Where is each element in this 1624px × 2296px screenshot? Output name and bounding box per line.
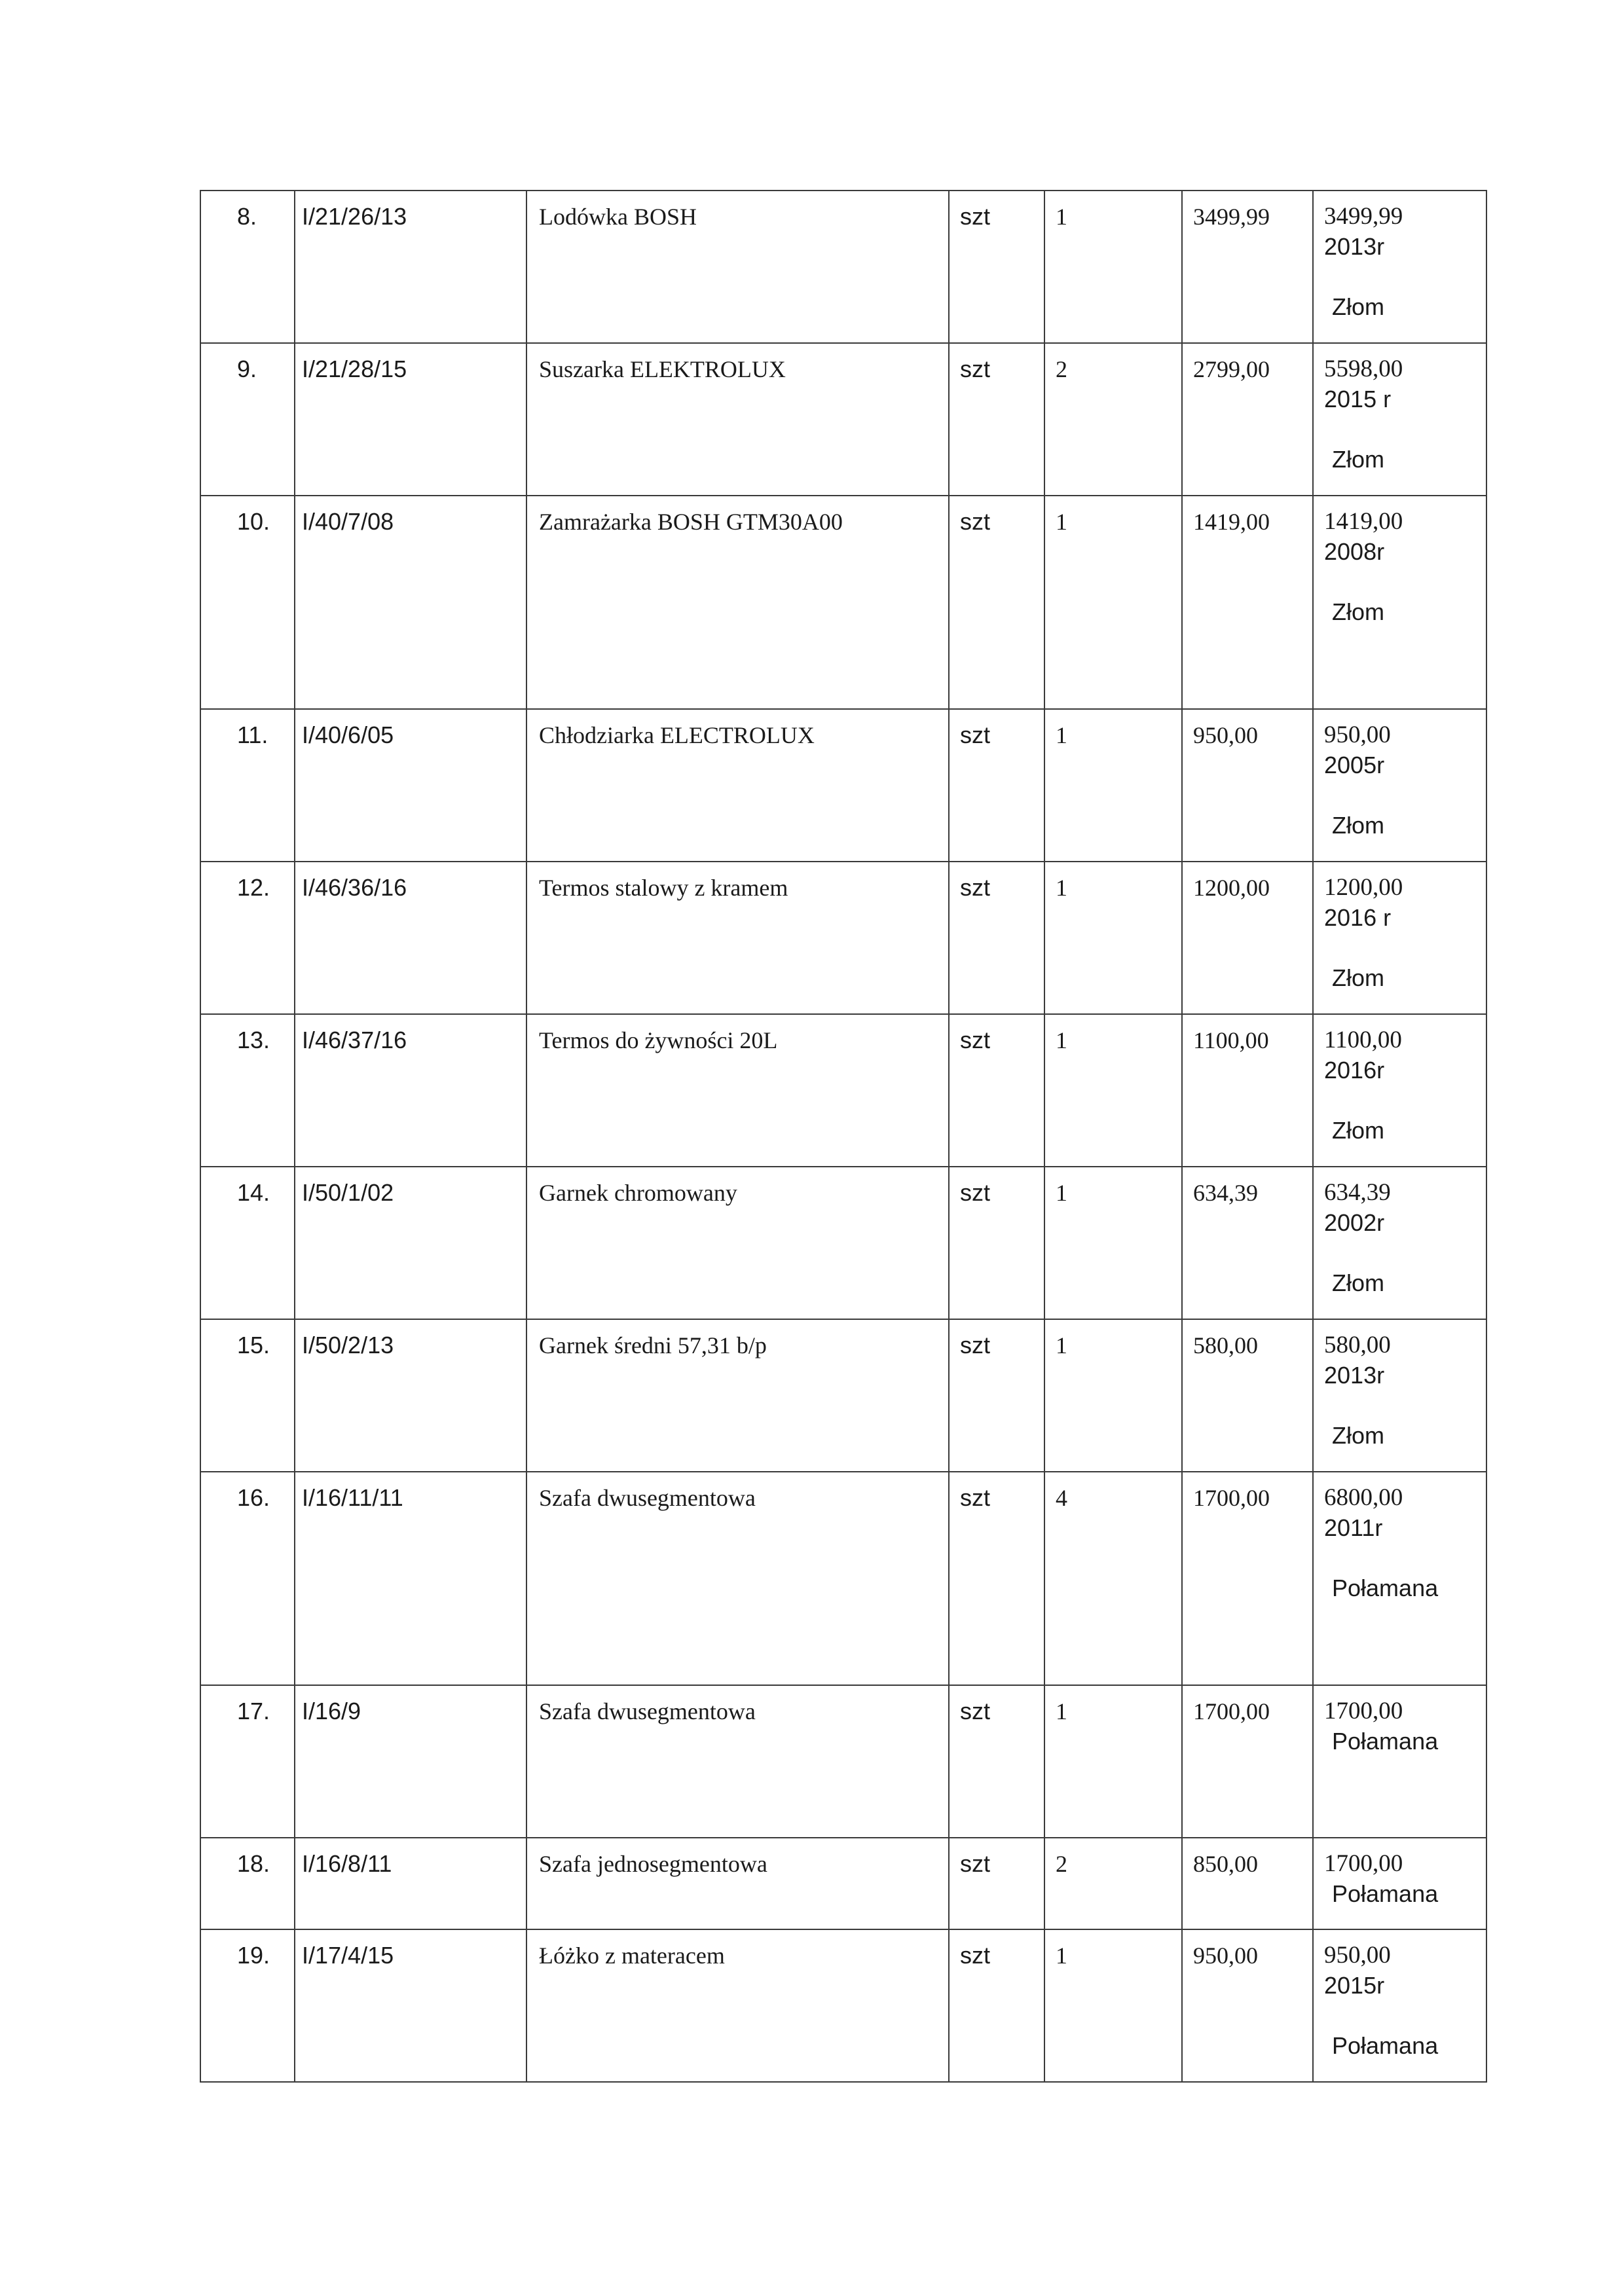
status: Połamana bbox=[1332, 1728, 1439, 1755]
inventory-number: I/50/1/02 bbox=[295, 1167, 526, 1319]
unit-price: 1200,00 bbox=[1182, 862, 1313, 1014]
row-number: 9. bbox=[200, 343, 295, 496]
inventory-number: I/40/6/05 bbox=[295, 709, 526, 862]
item-name: Szafa jednosegmentowa bbox=[526, 1838, 949, 1929]
quantity: 4 bbox=[1044, 1472, 1182, 1685]
quantity: 1 bbox=[1044, 709, 1182, 862]
inventory-number: I/21/26/13 bbox=[295, 191, 526, 343]
item-name: Termos stalowy z kramem bbox=[526, 862, 949, 1014]
inventory-number: I/16/11/11 bbox=[295, 1472, 526, 1685]
status: Złom bbox=[1332, 1117, 1384, 1144]
unit-price: 3499,99 bbox=[1182, 191, 1313, 343]
item-name: Zamrażarka BOSH GTM30A00 bbox=[526, 496, 949, 709]
unit: szt bbox=[949, 1472, 1044, 1685]
item-name: Garnek chromowany bbox=[526, 1167, 949, 1319]
row-number: 10. bbox=[200, 496, 295, 709]
unit: szt bbox=[949, 1685, 1044, 1838]
table-row bbox=[200, 1319, 1486, 1472]
table-row bbox=[200, 496, 1486, 709]
unit: szt bbox=[949, 1319, 1044, 1472]
year: 2013r bbox=[1324, 1362, 1385, 1389]
total-value: 950,00 bbox=[1324, 721, 1391, 748]
total-value: 580,00 bbox=[1324, 1332, 1391, 1358]
unit: szt bbox=[949, 1167, 1044, 1319]
value-remarks bbox=[1313, 1319, 1486, 1472]
quantity: 1 bbox=[1044, 191, 1182, 343]
item-name: Garnek średni 57,31 b/p bbox=[526, 1319, 949, 1472]
inventory-number: I/46/36/16 bbox=[295, 862, 526, 1014]
row-number: 14. bbox=[200, 1167, 295, 1319]
quantity: 1 bbox=[1044, 496, 1182, 709]
year: 2011r bbox=[1324, 1514, 1383, 1541]
table-row bbox=[200, 1167, 1486, 1319]
unit: szt bbox=[949, 191, 1044, 343]
unit: szt bbox=[949, 1838, 1044, 1929]
total-value: 1200,00 bbox=[1324, 874, 1403, 901]
value-remarks bbox=[1313, 709, 1486, 862]
year: 2015r bbox=[1324, 1972, 1385, 1999]
row-number: 16. bbox=[200, 1472, 295, 1685]
quantity: 2 bbox=[1044, 1838, 1182, 1929]
value-remarks bbox=[1313, 1838, 1486, 1929]
quantity: 1 bbox=[1044, 1929, 1182, 2082]
unit-price: 2799,00 bbox=[1182, 343, 1313, 496]
inventory-number: I/46/37/16 bbox=[295, 1014, 526, 1167]
table-row bbox=[200, 343, 1486, 496]
status: Połamana bbox=[1332, 1880, 1439, 1907]
unit-price: 950,00 bbox=[1182, 709, 1313, 862]
unit: szt bbox=[949, 709, 1044, 862]
inventory-number: I/17/4/15 bbox=[295, 1929, 526, 2082]
item-name: Suszarka ELEKTROLUX bbox=[526, 343, 949, 496]
table-row bbox=[200, 1929, 1486, 2082]
year: 2013r bbox=[1324, 233, 1385, 260]
item-name: Szafa dwusegmentowa bbox=[526, 1472, 949, 1685]
year: 2008r bbox=[1324, 538, 1385, 565]
unit: szt bbox=[949, 343, 1044, 496]
total-value: 950,00 bbox=[1324, 1942, 1391, 1969]
inventory-number: I/40/7/08 bbox=[295, 496, 526, 709]
status: Złom bbox=[1332, 598, 1384, 625]
item-name: Chłodziarka ELECTROLUX bbox=[526, 709, 949, 862]
year: 2005r bbox=[1324, 752, 1385, 778]
value-remarks bbox=[1313, 191, 1486, 343]
value-remarks bbox=[1313, 862, 1486, 1014]
total-value: 1700,00 bbox=[1324, 1698, 1403, 1724]
status: Połamana bbox=[1332, 2032, 1439, 2059]
value-remarks bbox=[1313, 1167, 1486, 1319]
year: 2015 r bbox=[1324, 386, 1392, 412]
row-number: 8. bbox=[200, 191, 295, 343]
total-value: 1700,00 bbox=[1324, 1850, 1403, 1877]
status: Złom bbox=[1332, 1269, 1384, 1296]
table-row bbox=[200, 191, 1486, 343]
unit-price: 634,39 bbox=[1182, 1167, 1313, 1319]
value-remarks bbox=[1313, 1472, 1486, 1685]
year: 2016 r bbox=[1324, 904, 1392, 931]
quantity: 1 bbox=[1044, 1014, 1182, 1167]
row-number: 11. bbox=[200, 709, 295, 862]
unit-price: 1100,00 bbox=[1182, 1014, 1313, 1167]
value-remarks bbox=[1313, 1685, 1486, 1838]
unit-price: 950,00 bbox=[1182, 1929, 1313, 2082]
year: 2002r bbox=[1324, 1209, 1385, 1236]
unit-price: 1700,00 bbox=[1182, 1685, 1313, 1838]
row-number: 15. bbox=[200, 1319, 295, 1472]
total-value: 3499,99 bbox=[1324, 203, 1403, 230]
table-row bbox=[200, 1472, 1486, 1685]
unit-price: 580,00 bbox=[1182, 1319, 1313, 1472]
total-value: 1100,00 bbox=[1324, 1027, 1402, 1053]
quantity: 2 bbox=[1044, 343, 1182, 496]
total-value: 6800,00 bbox=[1324, 1484, 1403, 1511]
row-number: 12. bbox=[200, 862, 295, 1014]
unit-price: 1419,00 bbox=[1182, 496, 1313, 709]
row-number: 17. bbox=[200, 1685, 295, 1838]
total-value: 5598,00 bbox=[1324, 355, 1403, 382]
quantity: 1 bbox=[1044, 1319, 1182, 1472]
unit-price: 850,00 bbox=[1182, 1838, 1313, 1929]
value-remarks bbox=[1313, 496, 1486, 709]
item-name: Łóżko z materacem bbox=[526, 1929, 949, 2082]
unit-price: 1700,00 bbox=[1182, 1472, 1313, 1685]
value-remarks bbox=[1313, 1929, 1486, 2082]
status: Złom bbox=[1332, 446, 1384, 473]
quantity: 1 bbox=[1044, 862, 1182, 1014]
inventory-number: I/16/9 bbox=[295, 1685, 526, 1838]
inventory-number: I/21/28/15 bbox=[295, 343, 526, 496]
value-remarks bbox=[1313, 1014, 1486, 1167]
table-row bbox=[200, 1014, 1486, 1167]
year: 2016r bbox=[1324, 1057, 1385, 1084]
unit: szt bbox=[949, 1929, 1044, 2082]
value-remarks bbox=[1313, 343, 1486, 496]
table-row bbox=[200, 709, 1486, 862]
inventory-number: I/16/8/11 bbox=[295, 1838, 526, 1929]
item-name: Szafa dwusegmentowa bbox=[526, 1685, 949, 1838]
row-number: 13. bbox=[200, 1014, 295, 1167]
row-number: 19. bbox=[200, 1929, 295, 2082]
table-row bbox=[200, 862, 1486, 1014]
status: Złom bbox=[1332, 293, 1384, 320]
status: Złom bbox=[1332, 812, 1384, 839]
item-name: Lodówka BOSH bbox=[526, 191, 949, 343]
total-value: 634,39 bbox=[1324, 1179, 1391, 1206]
quantity: 1 bbox=[1044, 1167, 1182, 1319]
item-name: Termos do żywności 20L bbox=[526, 1014, 949, 1167]
table-row bbox=[200, 1685, 1486, 1838]
unit: szt bbox=[949, 1014, 1044, 1167]
unit: szt bbox=[949, 862, 1044, 1014]
status: Złom bbox=[1332, 1422, 1384, 1449]
status: Połamana bbox=[1332, 1575, 1439, 1601]
unit: szt bbox=[949, 496, 1044, 709]
inventory-table bbox=[200, 190, 1487, 2083]
row-number: 18. bbox=[200, 1838, 295, 1929]
inventory-number: I/50/2/13 bbox=[295, 1319, 526, 1472]
table-row bbox=[200, 1838, 1486, 1929]
total-value: 1419,00 bbox=[1324, 508, 1403, 535]
status: Złom bbox=[1332, 964, 1384, 991]
quantity: 1 bbox=[1044, 1685, 1182, 1838]
